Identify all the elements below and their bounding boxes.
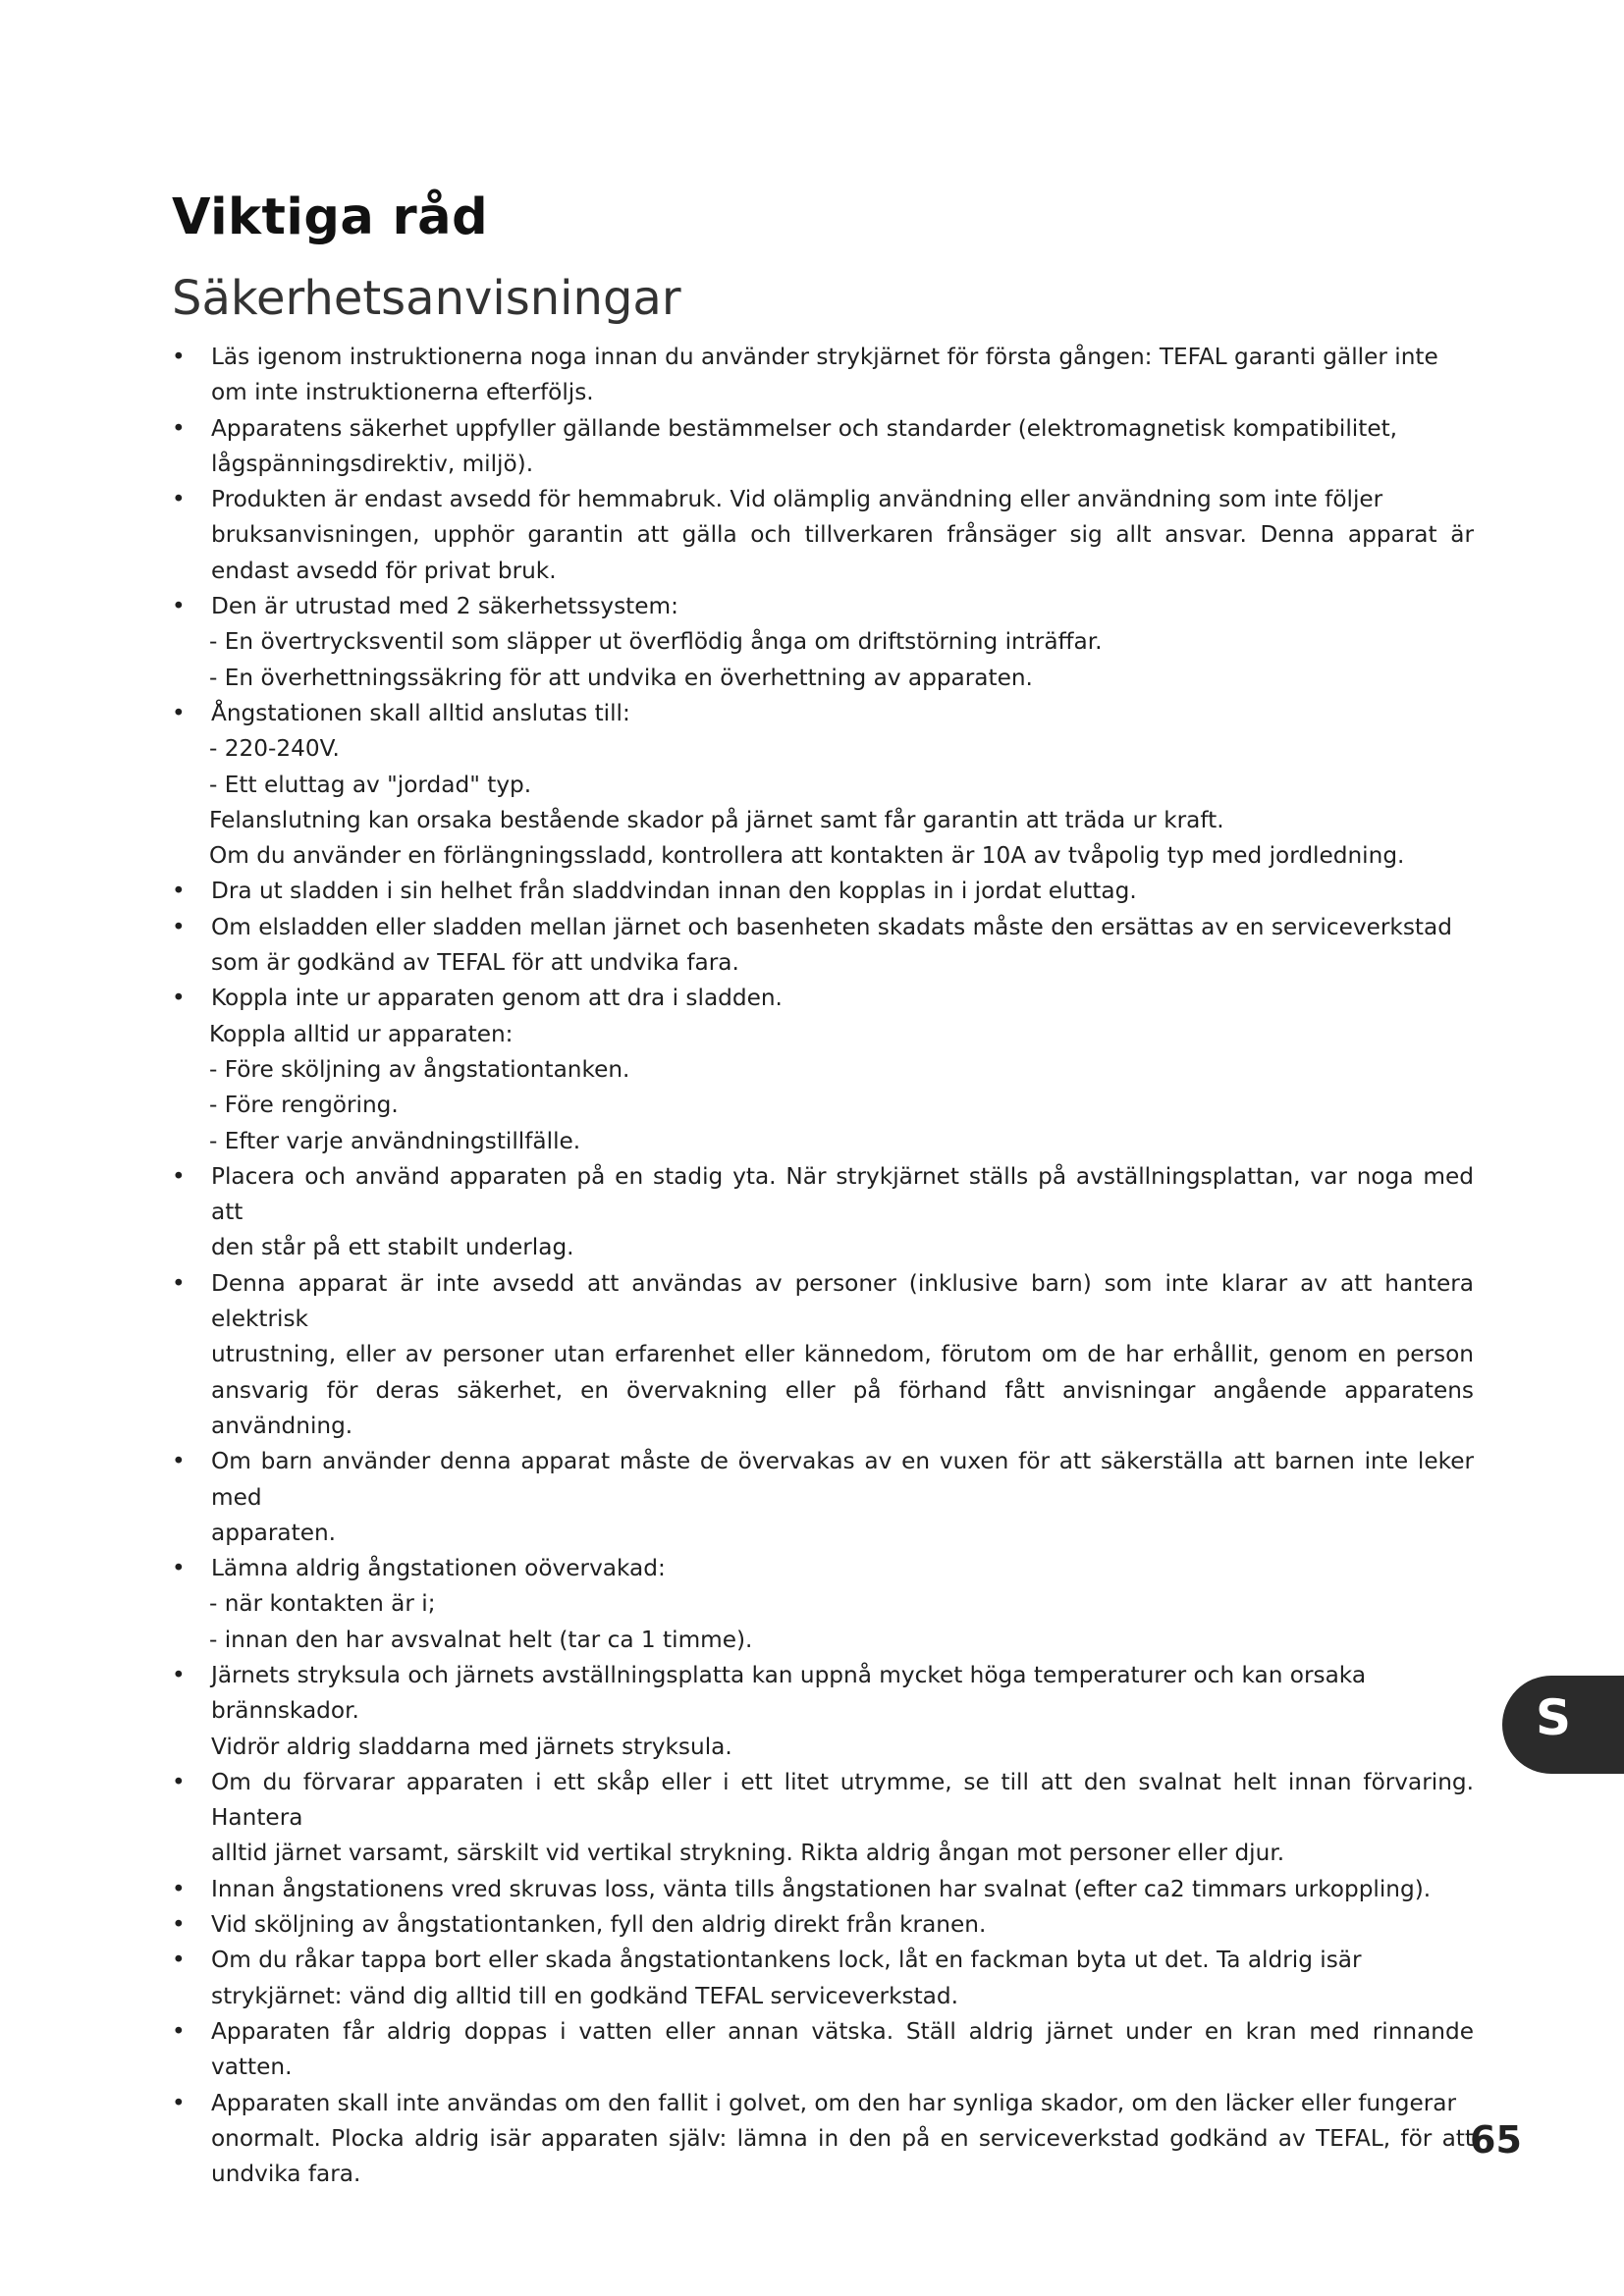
item-note: Koppla alltid ur apparaten:: [209, 1020, 514, 1047]
sub-item: - när kontakten är i;: [209, 1590, 436, 1618]
list-item: [172, 340, 1474, 411]
bullet: •: [172, 1162, 186, 1190]
list-item: [172, 874, 1474, 909]
language-tab-label: S: [1536, 1689, 1572, 1746]
list-item: [172, 1872, 1474, 1907]
sub-item: - Före rengöring.: [209, 1092, 399, 1119]
item-text: Läs igenom instruktionerna noga innan du använder strykjärnet för första gången: TEFAL garanti gäller inte: [211, 344, 1438, 370]
bullet: •: [172, 2089, 186, 2116]
item-text-continued: om inte instruktionerna efterföljs.: [211, 379, 594, 406]
item-text: Vid sköljning av ångstationtanken, fyll den aldrig direkt från kranen.: [211, 1911, 987, 1939]
item-text-continued: onormalt. Plocka aldrig isär apparaten själv: lämna in den på en serviceverkstad godkänd av TEFAL, för att undvika fara.: [211, 2124, 1474, 2188]
item-text: Innan ångstationens vred skruvas loss, vänta tills ångstationen har svalnat (efter ca2 timmars urkoppling).: [211, 1875, 1432, 1902]
item-text-continued: utrustning, eller av personer utan erfarenhet eller kännedom, förutom om de har erhållit, genom en person ansvarig för deras säkerhet, en övervakning eller på förhand fått anvisningar angående apparatens användning.: [211, 1341, 1474, 1439]
list-item: [172, 1444, 1474, 1551]
item-text-continued: apparaten.: [211, 1519, 337, 1546]
sub-item: - innan den har avsvalnat helt (tar ca 1 timme).: [209, 1626, 753, 1653]
list-item: [172, 2086, 1474, 2193]
item-text: Lämna aldrig ångstationen oövervakad:: [211, 1555, 666, 1582]
item-text: Denna apparat är inte avsedd att användas av personer (inklusive barn) som inte klarar av att hantera elektrisk: [211, 1269, 1474, 1333]
item-text-continued: bruksanvisningen, upphör garantin att gälla och tillverkaren frånsäger sig allt ansvar. Denna apparat är endast avsedd för privat bruk.: [211, 521, 1474, 584]
section-title: Säkerhetsanvisningar: [172, 271, 681, 326]
item-text: Om elsladden eller sladden mellan järnet och basenheten skadats måste den ersättas av en serviceverkstad: [211, 913, 1452, 940]
sub-item: - 220-240V.: [209, 735, 340, 763]
sub-item: - Före sköljning av ångstationtanken.: [209, 1055, 630, 1083]
bullet: •: [172, 1875, 186, 1902]
item-text-continued: lågspänningsdirektiv, miljö).: [211, 450, 534, 477]
item-text: Apparaten skall inte användas om den fallit i golvet, om den har synliga skador, om den läcker eller fungerar: [211, 2089, 1457, 2116]
bullet: •: [172, 985, 186, 1012]
item-text-continued: strykjärnet: vänd dig alltid till en godkänd TEFAL serviceverkstad.: [211, 1982, 958, 2009]
bullet: •: [172, 1661, 186, 1688]
item-text: Apparatens säkerhet uppfyller gällande bestämmelser och standarder (elektromagnetisk kompatibilitet,: [211, 414, 1398, 442]
item-note: Vidrör aldrig sladdarna med järnets stryksula.: [211, 1733, 732, 1760]
bullet: •: [172, 1555, 186, 1582]
bullet: •: [172, 878, 186, 905]
sub-item: - En överhettningssäkring för att undvika en överhettning av apparaten.: [209, 664, 1033, 691]
list-item: [172, 1551, 1474, 1658]
list-item: [172, 2014, 1474, 2086]
item-note: Om du använder en förlängningssladd, kontrollera att kontakten är 10A av tvåpolig typ med jordledning.: [209, 842, 1405, 870]
bullet: •: [172, 414, 186, 442]
list-item: [172, 1943, 1474, 2014]
item-text-continued: den står på ett stabilt underlag.: [211, 1234, 574, 1261]
bullet: •: [172, 1269, 186, 1297]
bullet: •: [172, 699, 186, 726]
language-tab: [1502, 1676, 1624, 1774]
bullet: •: [172, 1448, 186, 1475]
bullet: •: [172, 1911, 186, 1939]
item-text-continued: brännskador.: [211, 1697, 359, 1725]
list-item: [172, 482, 1474, 589]
sub-item: - Ett eluttag av "jordad" typ.: [209, 771, 532, 798]
bullet: •: [172, 486, 186, 513]
list-item: [172, 411, 1474, 483]
item-text: Dra ut sladden i sin helhet från sladdvindan innan den kopplas in i jordat eluttag.: [211, 878, 1137, 905]
list-item: [172, 1266, 1474, 1444]
list-item: [172, 1658, 1474, 1765]
page-title: Viktiga råd: [172, 188, 489, 246]
item-text: Den är utrustad med 2 säkerhetssystem:: [211, 593, 678, 620]
list-item: [172, 1765, 1474, 1872]
item-text: Om barn använder denna apparat måste de övervakas av en vuxen för att säkerställa att barnen inte leker med: [211, 1448, 1474, 1511]
item-text: Koppla inte ur apparaten genom att dra i sladden.: [211, 985, 783, 1012]
sub-item: - Efter varje användningstillfälle.: [209, 1127, 581, 1154]
item-text: Om du förvarar apparaten i ett skåp eller i ett litet utrymme, se till att den svalnat helt innan förvaring. Hantera: [211, 1768, 1474, 1832]
list-item: [172, 696, 1474, 874]
item-text: Produkten är endast avsedd för hemmabruk. Vid olämplig användning eller användning som inte följer: [211, 486, 1383, 513]
item-text: Om du råkar tappa bort eller skada ångstationtankens lock, låt en fackman byta ut det. Ta aldrig isär: [211, 1947, 1362, 1974]
item-note: Felanslutning kan orsaka bestående skador på järnet samt får garantin att träda ur kraft.: [209, 806, 1224, 833]
item-text-continued: alltid järnet varsamt, särskilt vid vertikal strykning. Rikta aldrig ångan mot personer eller djur.: [211, 1840, 1285, 1867]
sub-item: - En övertrycksventil som släpper ut överflödig ånga om driftstörning inträffar.: [209, 628, 1103, 656]
bullet: •: [172, 2017, 186, 2045]
list-item: [172, 1159, 1474, 1266]
bullet: •: [172, 913, 186, 940]
list-item: [172, 589, 1474, 696]
page-number: 65: [1470, 2118, 1522, 2162]
safety-instructions-list: [172, 340, 1474, 2192]
item-text: Järnets stryksula och järnets avställningsplatta kan uppnå mycket höga temperaturer och kan orsaka: [211, 1661, 1367, 1688]
item-text: Apparaten får aldrig doppas i vatten eller annan vätska. Ställ aldrig järnet under en kran med rinnande vatten.: [211, 2017, 1474, 2081]
item-text: Ångstationen skall alltid anslutas till:: [211, 699, 630, 726]
list-item: [172, 1907, 1474, 1943]
bullet: •: [172, 1947, 186, 1974]
bullet: •: [172, 1768, 186, 1795]
list-item: [172, 910, 1474, 982]
bullet: •: [172, 344, 186, 370]
bullet: •: [172, 593, 186, 620]
item-text-continued: som är godkänd av TEFAL för att undvika fara.: [211, 949, 739, 977]
list-item: [172, 981, 1474, 1158]
item-text: Placera och använd apparaten på en stadig yta. När strykjärnet ställs på avställningsplattan, var noga med att: [211, 1162, 1474, 1226]
